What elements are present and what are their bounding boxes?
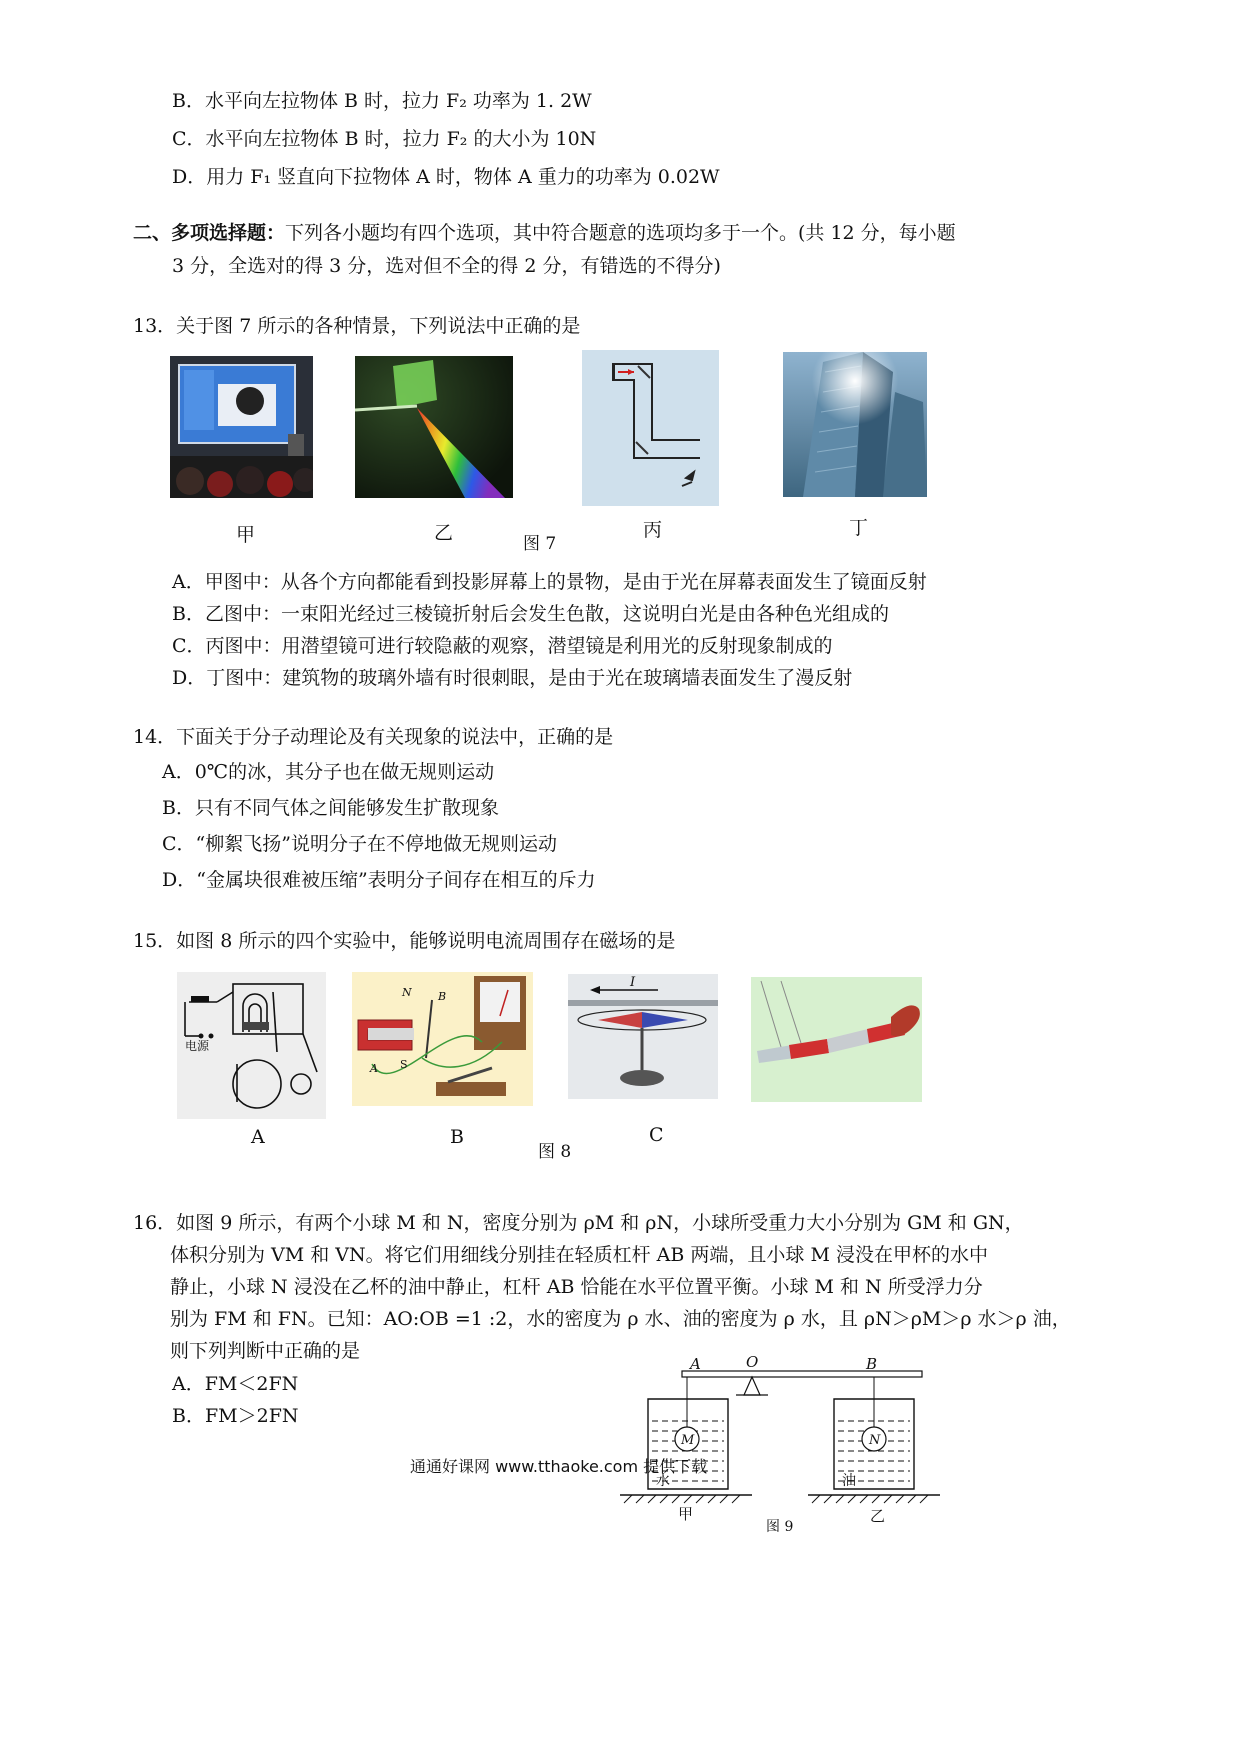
q15-label-b-wire: B [438,990,447,1003]
footer-source: 通通好课网 www.tthaoke.com 提供下载 [410,1457,708,1476]
q16-line4: 别为 FM 和 FN。已知：AO:OB =1 :2，水的密度为 ρ 水、油的密度为 ρ 水，且 ρN＞ρM＞ρ 水＞ρ 油， [170,1308,1071,1330]
q15-image-c-oersted [568,974,718,1099]
q15-image-a-electric-bell [177,972,326,1119]
q13-image-bing-periscope [582,350,719,506]
q16-line2: 体积分别为 VM 和 VN。将它们用细线分别挂在轻质杠杆 AB 两端，且小球 M 浸没在甲杯的水中 [170,1244,988,1266]
q15-figure-label: 图 8 [538,1142,572,1162]
q14-option-b: B．只有不同气体之间能够发生扩散现象 [162,797,499,819]
section2-desc-line2: 3 分，全选对的得 3 分，选对但不全的得 2 分，有错选的不得分) [172,255,721,277]
q16-line3: 静止，小球 N 浸没在乙杯的油中静止，杠杆 AB 恰能在水平位置平衡。小球 M 和 N 所受浮力分 [170,1276,983,1298]
q13-image-yi-prism [355,356,513,498]
q16-fig-label-m: M [681,1433,695,1448]
q13-option-c: C．丙图中：用潜望镜可进行较隐蔽的观察，潜望镜是利用光的反射现象制成的 [172,635,833,657]
q16-option-a: A．FM＜2FN [172,1373,299,1395]
q12-option-b: B．水平向左拉物体 B 时，拉力 F₂ 功率为 1. 2W [172,90,592,112]
q14-option-c: C．“柳絮飞扬”说明分子在不停地做无规则运动 [162,833,557,855]
q16-figure-lever [612,1355,947,1535]
section2-title: 二、多项选择题： [133,222,286,244]
q13-option-d: D．丁图中：建筑物的玻璃外墙有时很刺眼，是由于光在玻璃墙表面发生了漫反射 [172,667,853,689]
q16-fig-label-o: O [746,1355,759,1371]
q15-label-s: S [400,1058,408,1071]
q12-option-c: C．水平向左拉物体 B 时，拉力 F₂ 的大小为 10N [172,128,597,150]
q16-line1: 16．如图 9 所示，有两个小球 M 和 N，密度分别为 ρM 和 ρN，小球所受重力大小分别为 GM 和 GN， [133,1212,1024,1234]
q13-option-a: A．甲图中：从各个方向都能看到投影屏幕上的景物，是由于光在屏幕表面发生了镜面反射 [172,571,927,593]
q12-option-d: D．用力 F₁ 竖直向下拉物体 A 时，物体 A 重力的功率为 0.02W [172,166,720,188]
section2-desc-line1: 下列各小题均有四个选项，其中符合题意的选项均多于一个。(共 12 分，每小题 [285,222,956,244]
q13-caption-yi: 乙 [434,522,454,544]
q15-label-a-wire: A [370,1062,378,1075]
section2-header [133,220,956,246]
q16-fig-label-water: 水 [656,1473,670,1489]
q13-figure-label: 图 7 [523,534,557,554]
q13-stem: 13．关于图 7 所示的各种情景，下列说法中正确的是 [133,315,581,337]
q15-label-power: 电源 [185,1039,210,1053]
q16-fig-label-b: B [866,1355,878,1373]
q16-figure-label: 图 9 [766,1519,794,1535]
q13-caption-ding: 丁 [849,517,869,539]
q13-caption-jia: 甲 [236,524,256,546]
q16-fig-label-a: A [690,1355,701,1373]
q15-label-current-i: I [630,975,636,990]
q13-option-b: B．乙图中：一束阳光经过三棱镜折射后会发生色散，这说明白光是由各种色光组成的 [172,603,889,625]
q14-option-a: A．0℃的冰，其分子也在做无规则运动 [162,761,495,783]
q13-caption-bing: 丙 [643,519,663,541]
q15-caption-c: C [649,1124,664,1146]
q16-option-b: B．FM＞2FN [172,1405,299,1427]
q15-stem: 15．如图 8 所示的四个实验中，能够说明电流周围存在磁场的是 [133,930,676,952]
q16-fig-label-n: N [869,1433,881,1448]
q16-fig-label-yi: 乙 [870,1507,886,1525]
q15-label-n: N [402,986,412,999]
q13-image-ding-building [783,352,927,497]
q14-option-d: D．“金属块很难被压缩”表明分子间存在相互的斥力 [162,869,596,891]
q15-image-b-galvanometer [352,972,533,1106]
q15-caption-b: B [450,1126,464,1148]
q15-caption-a: A [251,1126,265,1148]
q16-fig-label-jia: 甲 [678,1505,694,1523]
q15-image-d-magnet [751,977,922,1102]
q16-line5: 则下列判断中正确的是 [170,1340,361,1362]
q13-image-jia-classroom [170,356,313,498]
q16-fig-label-oil: 油 [842,1473,856,1489]
q14-stem: 14．下面关于分子动理论及有关现象的说法中，正确的是 [133,726,614,748]
